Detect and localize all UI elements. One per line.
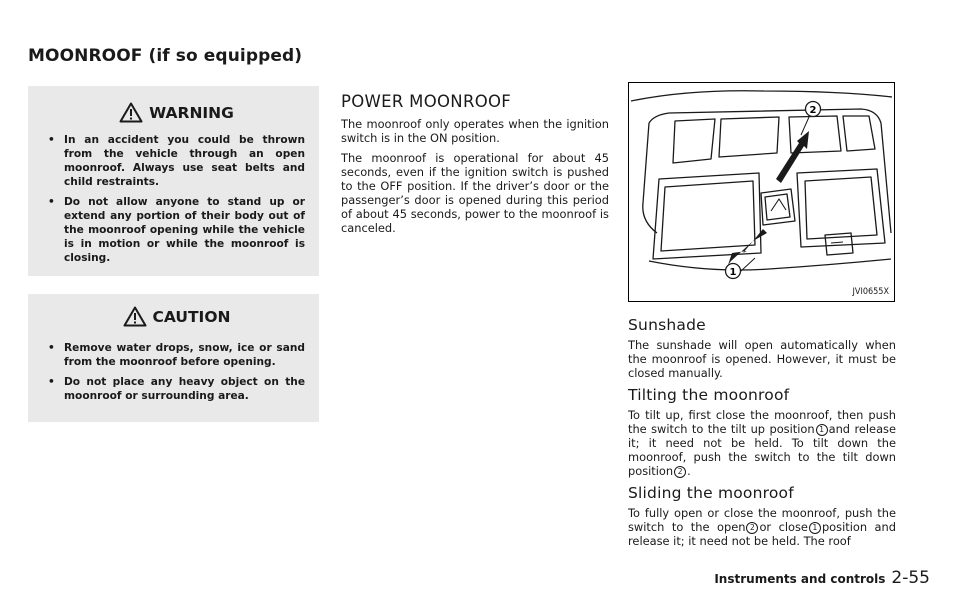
callout-1-inline: 1 xyxy=(816,424,828,436)
warning-item: • Do not allow anyone to stand up or extend any portion of their body out of the moonroof opening while the vehicle is in motion or while the moonroof is closing. xyxy=(48,196,305,264)
moonroof-switch-illustration xyxy=(628,82,895,302)
tilting-paragraph: To tilt up, first close the moonroof, then push the switch to the tilt up position 1 and release it; it need not be held. To tilt down the moonroof, push the switch to the tilt down position 2 . xyxy=(628,408,896,478)
callout-2-inline: 2 xyxy=(746,522,758,534)
sunshade-heading: Sunshade xyxy=(628,316,706,334)
page-footer xyxy=(714,568,930,588)
callout-2-inline: 2 xyxy=(674,466,686,478)
caution-triangle-icon xyxy=(123,306,147,327)
page-title: MOONROOF (if so equipped) xyxy=(28,46,303,66)
bullet: • xyxy=(48,376,55,388)
callout-2: 2 xyxy=(809,105,817,116)
sunshade-paragraph: The sunshade will open automatically when the moonroof is opened. However, it must be closed manually. xyxy=(628,338,896,380)
right-column xyxy=(628,82,896,554)
warning-header xyxy=(48,102,305,123)
power-moonroof-heading: POWER MOONROOF xyxy=(341,92,512,111)
power-moonroof-paragraph-2: The moonroof is operational for about 45 seconds, even if the ignition switch is pushed to the OFF position. If the driver’s door or the passenger’s door is opened during this period of about 45 seconds, power to the moonroof is canceled. xyxy=(341,151,609,235)
warning-triangle-icon xyxy=(119,102,143,123)
caution-item: • Do not place any heavy object on the moonroof or surrounding area. xyxy=(48,376,305,402)
warning-label: WARNING xyxy=(149,103,234,122)
bullet: • xyxy=(48,196,55,208)
bullet: • xyxy=(48,342,55,354)
bullet: • xyxy=(48,134,55,146)
power-moonroof-paragraph-1: The moonroof only operates when the ignition switch is in the ON position. xyxy=(341,117,609,145)
callout-1: 1 xyxy=(729,267,737,278)
power-moonroof-section xyxy=(341,92,609,241)
sliding-paragraph: To fully open or close the moonroof, push the switch to the open 2 or close 1 position and release it; it need not be held. The roof xyxy=(628,506,896,548)
page-number: 2-55 xyxy=(891,568,930,588)
warning-box xyxy=(28,86,319,276)
footer-section-name: Instruments and controls xyxy=(714,572,886,586)
sliding-heading: Sliding the moonroof xyxy=(628,484,794,502)
callout-1-inline: 1 xyxy=(809,522,821,534)
tilting-heading: Tilting the moonroof xyxy=(628,386,790,404)
figure-code: JVI0655X xyxy=(852,287,889,297)
caution-label: CAUTION xyxy=(152,307,231,326)
caution-header xyxy=(48,306,305,327)
warning-item: • In an accident you could be thrown from the vehicle through an open moonroof. Always use seat belts and child restraints. xyxy=(48,134,305,188)
caution-item: • Remove water drops, snow, ice or sand from the moonroof before opening. xyxy=(48,342,305,368)
caution-box xyxy=(28,294,319,422)
overhead-console-drawing xyxy=(629,83,894,301)
